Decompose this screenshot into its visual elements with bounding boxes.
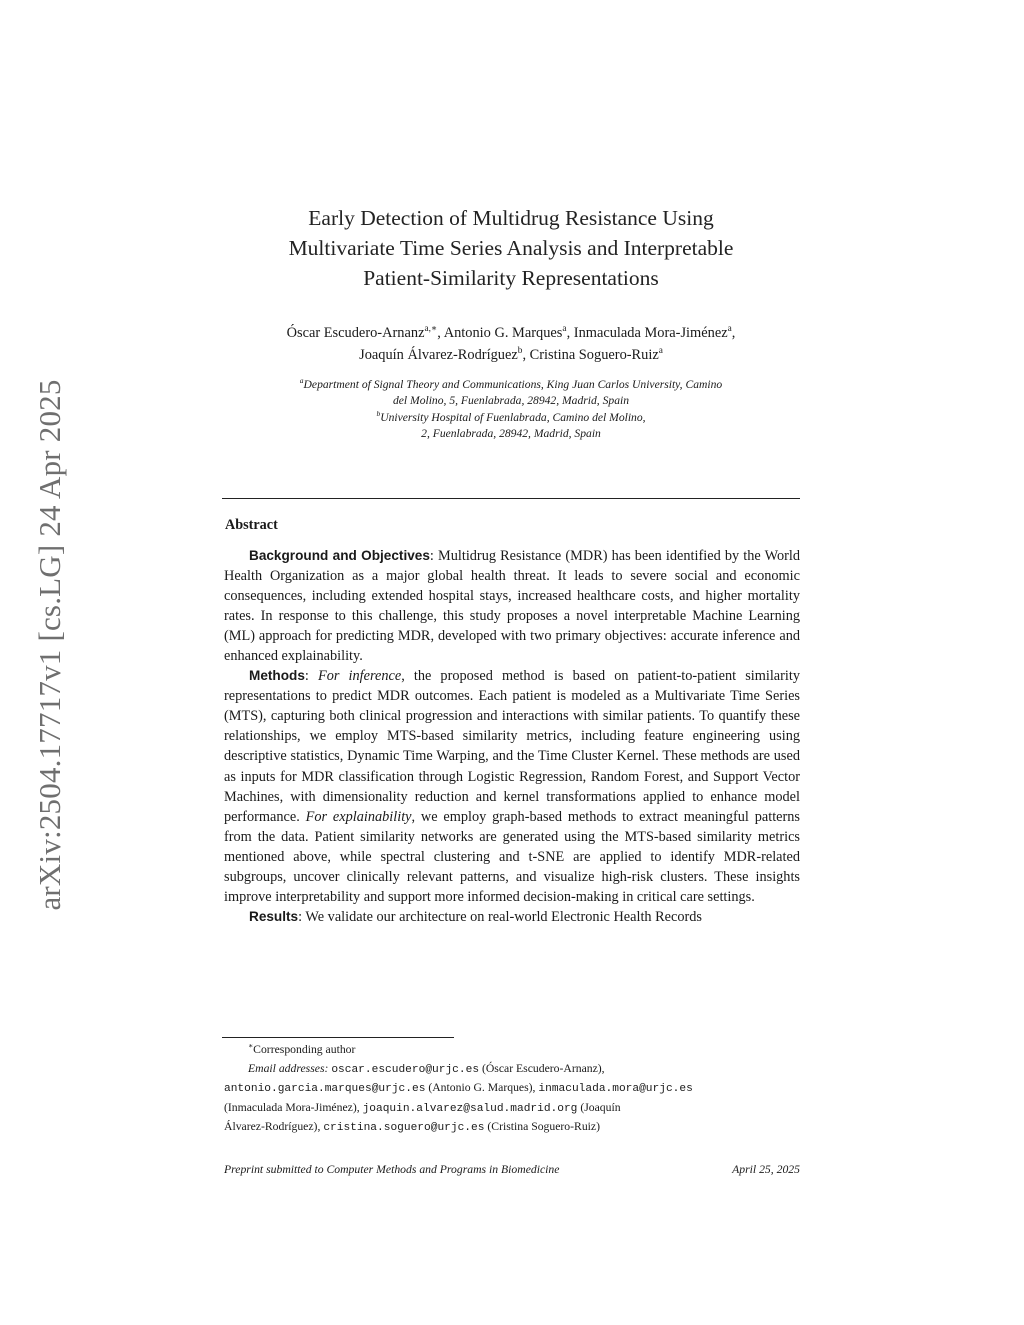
title-line: Multivariate Time Series Analysis and Interpretable (288, 236, 734, 260)
affiliation-line (210, 410, 812, 426)
email-line (224, 1118, 800, 1138)
footnotes (224, 1041, 800, 1138)
results-label: Results (249, 908, 299, 924)
author-affiliation-mark: a (658, 346, 663, 357)
for-explainability-phrase: For explainability (305, 808, 412, 825)
arxiv-identifier[interactable]: arXiv:2504.17717v1 [cs.LG] 24 Apr 2025 (32, 379, 67, 911)
author-separator: , (731, 325, 736, 341)
author-affiliation-mark: a (562, 324, 567, 335)
email-line (224, 1060, 800, 1080)
email-link[interactable]: inmaculada.mora@urjc.es (538, 1083, 693, 1095)
methods-text: , we employ graph-based methods to extract meaningful patterns from the data. Patient similarity networks are generated using the MTS-based similarity metrics mentioned above, while spectral clustering and t-SNE are applied to identify MDR-related subgroups, uncover clinically relevant patterns, and visualize high-risk clusters. These insights improve interpretability and support more informed decision-making in critical care settings. (224, 808, 800, 905)
affiliation-text: University Hospital of Fuenlabrada, Camino del Molino, (380, 410, 646, 424)
affiliation-line: 2, Fuenlabrada, 28942, Madrid, Spain (421, 426, 601, 440)
email-link[interactable]: cristina.soguero@urjc.es (323, 1122, 485, 1134)
corresponding-author-text: Corresponding author (253, 1043, 356, 1056)
paper-title (222, 203, 800, 293)
results-text: : We validate our architecture on real-world Electronic Health Records (298, 908, 702, 925)
background-text: : Multidrug Resistance (MDR) has been identified by the World Health Organization as a major global health threat. It leads to severe social and economic consequences, including extended hospital stays, increased healthcare costs, and higher mortality rates. In response to this challenge, this study proposes a novel interpretable Machine Learning (ML) approach for predicting MDR, developed with two primary objectives: accurate inference and enhanced explainability. (224, 548, 800, 665)
affiliation-text: Department of Signal Theory and Communications, King Juan Carlos University, Camino (303, 378, 723, 391)
title-line: Patient-Similarity Representations (363, 266, 659, 290)
affiliations (210, 377, 812, 442)
preprint-journal: Preprint submitted to Computer Methods and Programs in Biomedicine (224, 1163, 560, 1176)
abstract-body (224, 546, 800, 927)
preprint-date: April 25, 2025 (732, 1163, 800, 1176)
author-affiliation-mark: a,∗ (424, 324, 438, 335)
email-label: Email addresses: (248, 1061, 329, 1075)
methods-colon: : (304, 668, 318, 685)
email-owner: (Joaquín (580, 1100, 621, 1114)
email-owner: (Inmaculada Mora-Jiménez), (224, 1100, 360, 1114)
footnote-mark: ∗ (248, 1041, 254, 1051)
email-line (224, 1099, 800, 1119)
author-line (210, 344, 812, 366)
email-owner: (Cristina Soguero-Ruiz) (487, 1120, 601, 1133)
affiliation-line: del Molino, 5, Fuenlabrada, 28942, Madrid, Spain (392, 394, 630, 408)
affiliation-mark: b (376, 408, 381, 418)
email-link[interactable]: oscar.escudero@urjc.es (331, 1063, 480, 1076)
author-list (210, 322, 812, 366)
methods-label: Methods (249, 668, 305, 684)
author-name: Joaquín Álvarez-Rodríguez (359, 347, 518, 363)
author-name: , Antonio G. Marques (437, 325, 563, 341)
for-inference-phrase: For inference (317, 668, 402, 685)
email-owner: (Antonio G. Marques), (428, 1081, 536, 1094)
author-name: , Cristina Soguero-Ruiz (522, 347, 659, 363)
author-affiliation-mark: a (727, 324, 732, 335)
affiliation-mark: a (299, 376, 304, 386)
affiliation-line (210, 377, 812, 393)
footnote-rule (222, 1037, 454, 1038)
email-line (224, 1079, 800, 1099)
corresponding-author-note (224, 1041, 800, 1060)
preprint-footer (224, 1163, 800, 1176)
email-link[interactable]: antonio.garcia.marques@urjc.es (224, 1083, 426, 1095)
methods-text: , the proposed method is based on patient-to-patient similarity representations to predict MDR outcomes. Each patient is modeled as a Multivariate Time Series (MTS), capturing both clinical progression and interactions with similar patients. To quantify these relationships, we employ MTS-based similarity metrics, including feature engineering using descriptive statistics, Dynamic Time Warping, and the Time Cluster Kernel. These methods are used as inputs for MDR classification through Logistic Regression, Random Forest, and Support Vector Machines, with dimensionality reduction and kernel transformations applied to enhance model performance. (224, 668, 800, 825)
abstract-paragraph-methods (224, 666, 800, 907)
abstract-heading: Abstract (225, 517, 278, 533)
author-line (210, 322, 812, 344)
author-name: Óscar Escudero-Arnanz (286, 325, 425, 341)
abstract-top-rule (222, 498, 800, 499)
email-link[interactable]: joaquin.alvarez@salud.madrid.org (362, 1102, 578, 1115)
title-line: Early Detection of Multidrug Resistance Using (308, 206, 714, 230)
email-owner: (Óscar Escudero-Arnanz), (481, 1061, 605, 1075)
email-owner: Álvarez-Rodríguez), (224, 1120, 321, 1133)
background-label: Background and Objectives (249, 548, 430, 563)
author-name: , Inmaculada Mora-Jiménez (566, 325, 728, 341)
author-affiliation-mark: b (517, 346, 523, 357)
abstract-paragraph-results (224, 907, 800, 927)
abstract-paragraph-background (224, 546, 800, 666)
